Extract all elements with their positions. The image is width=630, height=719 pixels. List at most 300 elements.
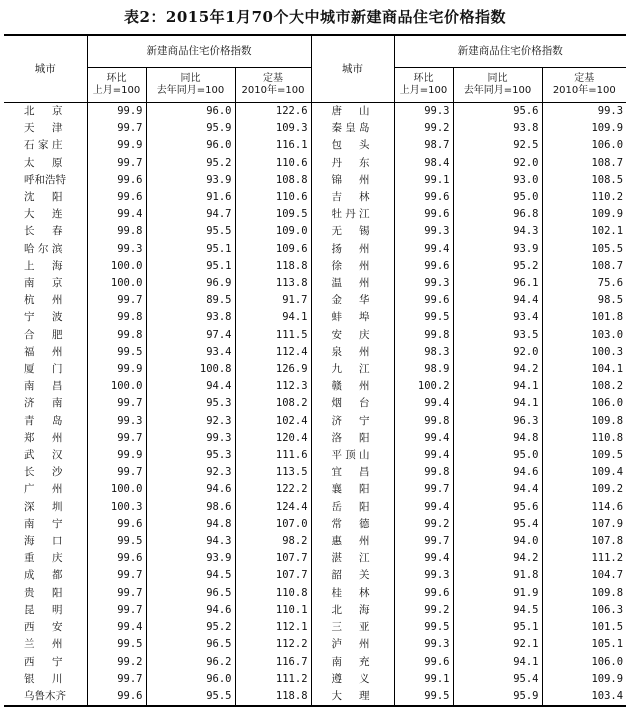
price-index-table <box>4 34 626 707</box>
mom-value-right: 98.4 <box>394 155 453 172</box>
base-value-right: 108.7 <box>542 258 626 275</box>
table-title: 表2：2015年1月70个大中城市新建商品住宅价格指数 <box>124 8 506 26</box>
base-value-left: 118.8 <box>235 258 311 275</box>
yoy-sub: 去年同月=100 <box>156 85 225 96</box>
yoy-value-left: 94.6 <box>146 602 235 619</box>
base-value-right: 109.9 <box>542 120 626 137</box>
yoy-value-right: 95.2 <box>453 258 542 275</box>
yoy-value-right: 91.9 <box>453 585 542 602</box>
city-name-right: 金 华 <box>311 292 394 309</box>
index-group-header-right: 新建商品住宅价格指数 <box>394 35 626 68</box>
base-value-right: 110.8 <box>542 430 626 447</box>
city-name-left: 重 庆 <box>24 552 63 565</box>
base-value-left: 110.1 <box>235 602 311 619</box>
mom-value-right: 98.3 <box>394 344 453 361</box>
base-value-left: 118.8 <box>235 688 311 706</box>
base-label: 定基 <box>574 73 595 84</box>
city-name-right: 大 理 <box>311 688 394 706</box>
base-value-right: 109.4 <box>542 464 626 481</box>
mom-value-left: 99.6 <box>87 550 146 567</box>
mom-value-right: 99.4 <box>394 241 453 258</box>
base-value-left: 109.0 <box>235 223 311 240</box>
city-name-left: 天 津 <box>24 122 63 135</box>
base-value-left: 116.1 <box>235 137 311 154</box>
yoy-value-right: 93.9 <box>453 241 542 258</box>
city-name-right: 包 头 <box>311 137 394 154</box>
base-value-left: 110.6 <box>235 155 311 172</box>
city-name-right: 扬 州 <box>311 241 394 258</box>
mom-value-left: 99.2 <box>87 654 146 671</box>
mom-value-left: 99.4 <box>87 619 146 636</box>
yoy-value-right: 94.4 <box>453 481 542 498</box>
base-value-right: 110.2 <box>542 189 626 206</box>
city-name-right: 常 德 <box>311 516 394 533</box>
yoy-value-left: 95.3 <box>146 447 235 464</box>
city-name-left: 太 原 <box>24 156 63 169</box>
base-value-right: 103.0 <box>542 327 626 344</box>
yoy-value-left: 96.0 <box>146 137 235 154</box>
base-value-left: 102.4 <box>235 413 311 430</box>
table-row <box>4 671 626 688</box>
mom-value-left: 99.8 <box>87 327 146 344</box>
table-row <box>4 241 626 258</box>
base-value-right: 99.3 <box>542 103 626 121</box>
base-value-left: 122.6 <box>235 103 311 121</box>
yoy-value-left: 94.7 <box>146 206 235 223</box>
base-value-right: 106.0 <box>542 395 626 412</box>
city-name-left: 石家庄 <box>24 139 63 152</box>
yoy-value-right: 95.4 <box>453 671 542 688</box>
yoy-value-right: 93.5 <box>453 327 542 344</box>
base-value-right: 106.3 <box>542 602 626 619</box>
mom-value-left: 99.7 <box>87 395 146 412</box>
city-name-right: 九 江 <box>311 361 394 378</box>
base-value-right: 105.5 <box>542 241 626 258</box>
city-name-right: 湛 江 <box>311 550 394 567</box>
city-name-left: 乌鲁木齐 <box>4 688 87 706</box>
yoy-value-right: 92.0 <box>453 344 542 361</box>
city-name-left: 济 南 <box>24 397 63 410</box>
yoy-value-left: 95.5 <box>146 223 235 240</box>
base-value-left: 112.2 <box>235 636 311 653</box>
mom-value-right: 99.7 <box>394 481 453 498</box>
table-row <box>4 567 626 584</box>
base-value-left: 111.6 <box>235 447 311 464</box>
table-row <box>4 619 626 636</box>
mom-value-right: 99.4 <box>394 499 453 516</box>
base-value-left: 116.7 <box>235 654 311 671</box>
city-name-left: 深 圳 <box>24 500 63 513</box>
table-row <box>4 189 626 206</box>
city-name-right: 北 海 <box>311 602 394 619</box>
city-name-right: 秦皇岛 <box>311 120 394 137</box>
table-row <box>4 654 626 671</box>
base-value-left: 107.7 <box>235 567 311 584</box>
yoy-value-left: 94.4 <box>146 378 235 395</box>
table-row <box>4 533 626 550</box>
city-name-left: 上 海 <box>24 259 63 272</box>
table-body <box>4 103 626 707</box>
city-name-left: 昆 明 <box>24 603 63 616</box>
mom-value-right: 99.4 <box>394 430 453 447</box>
mom-value-right: 99.2 <box>394 120 453 137</box>
mom-value-left: 99.5 <box>87 533 146 550</box>
table-row <box>4 378 626 395</box>
city-name-left: 兰 州 <box>24 638 63 651</box>
city-name-right: 温 州 <box>311 275 394 292</box>
yoy-value-right: 96.1 <box>453 275 542 292</box>
mom-value-right: 99.2 <box>394 516 453 533</box>
yoy-value-left: 94.3 <box>146 533 235 550</box>
city-name-right: 吉 林 <box>311 189 394 206</box>
yoy-value-left: 93.4 <box>146 344 235 361</box>
yoy-sub: 去年同月=100 <box>463 85 532 96</box>
yoy-value-right: 94.1 <box>453 654 542 671</box>
city-name-left: 南 京 <box>24 277 63 290</box>
mom-value-right: 99.6 <box>394 206 453 223</box>
city-name-left: 大 连 <box>24 208 63 221</box>
mom-value-right: 99.6 <box>394 189 453 206</box>
base-value-right: 107.8 <box>542 533 626 550</box>
yoy-value-right: 94.5 <box>453 602 542 619</box>
table-row <box>4 550 626 567</box>
city-name-right: 三 亚 <box>311 619 394 636</box>
mom-value-right: 98.7 <box>394 137 453 154</box>
mom-value-right: 99.4 <box>394 395 453 412</box>
mom-sub: 上月=100 <box>399 85 448 96</box>
mom-value-right: 99.3 <box>394 636 453 653</box>
city-name-right: 烟 台 <box>311 395 394 412</box>
table-row <box>4 258 626 275</box>
table-row <box>4 206 626 223</box>
yoy-label: 同比 <box>180 73 201 84</box>
base-sub: 2010年=100 <box>552 85 616 96</box>
index-group-header-left: 新建商品住宅价格指数 <box>87 35 311 68</box>
base-value-right: 104.7 <box>542 567 626 584</box>
base-value-right: 104.1 <box>542 361 626 378</box>
yoy-value-left: 96.5 <box>146 636 235 653</box>
mom-value-left: 99.6 <box>87 688 146 706</box>
table-row <box>4 344 626 361</box>
base-value-right: 100.3 <box>542 344 626 361</box>
table-row <box>4 688 626 706</box>
mom-value-right: 99.6 <box>394 292 453 309</box>
base-value-left: 109.3 <box>235 120 311 137</box>
table-row <box>4 137 626 154</box>
yoy-value-right: 94.1 <box>453 395 542 412</box>
base-label: 定基 <box>263 73 283 84</box>
mom-value-left: 99.8 <box>87 223 146 240</box>
yoy-value-right: 94.1 <box>453 378 542 395</box>
yoy-value-left: 96.2 <box>146 654 235 671</box>
table-row <box>4 447 626 464</box>
base-value-right: 109.9 <box>542 671 626 688</box>
base-value-left: 107.0 <box>235 516 311 533</box>
base-value-right: 102.1 <box>542 223 626 240</box>
city-name-left: 青 岛 <box>24 414 63 427</box>
yoy-value-right: 94.6 <box>453 464 542 481</box>
city-name-right: 唐 山 <box>311 103 394 121</box>
yoy-header-right <box>453 68 542 103</box>
yoy-value-right: 96.3 <box>453 413 542 430</box>
base-value-left: 108.2 <box>235 395 311 412</box>
base-value-right: 109.2 <box>542 481 626 498</box>
base-value-left: 113.8 <box>235 275 311 292</box>
yoy-value-right: 95.0 <box>453 189 542 206</box>
city-name-right: 南 充 <box>311 654 394 671</box>
mom-header-right <box>394 68 453 103</box>
mom-value-right: 99.6 <box>394 654 453 671</box>
yoy-value-right: 95.6 <box>453 499 542 516</box>
yoy-value-left: 91.6 <box>146 189 235 206</box>
base-value-right: 103.4 <box>542 688 626 706</box>
table-row <box>4 275 626 292</box>
yoy-value-left: 93.9 <box>146 172 235 189</box>
table-row <box>4 361 626 378</box>
mom-value-left: 99.8 <box>87 309 146 326</box>
yoy-value-right: 93.0 <box>453 172 542 189</box>
table-row <box>4 120 626 137</box>
yoy-value-right: 94.2 <box>453 550 542 567</box>
table-row <box>4 172 626 189</box>
base-value-left: 107.7 <box>235 550 311 567</box>
mom-value-right: 99.8 <box>394 413 453 430</box>
city-name-left: 厦 门 <box>24 363 63 376</box>
city-name-left: 哈尔滨 <box>24 242 63 255</box>
yoy-value-left: 93.9 <box>146 550 235 567</box>
base-value-right: 101.5 <box>542 619 626 636</box>
yoy-value-left: 95.2 <box>146 619 235 636</box>
base-value-left: 112.4 <box>235 344 311 361</box>
base-value-right: 106.0 <box>542 137 626 154</box>
city-name-left: 南 昌 <box>24 380 63 393</box>
base-value-left: 124.4 <box>235 499 311 516</box>
yoy-value-left: 96.0 <box>146 103 235 121</box>
base-value-left: 91.7 <box>235 292 311 309</box>
yoy-value-right: 94.4 <box>453 292 542 309</box>
city-name-left: 长 春 <box>24 225 63 238</box>
city-name-left: 福 州 <box>24 345 63 358</box>
table-row <box>4 395 626 412</box>
yoy-value-left: 95.3 <box>146 395 235 412</box>
mom-value-left: 100.3 <box>87 499 146 516</box>
city-name-right: 洛 阳 <box>311 430 394 447</box>
mom-value-right: 99.6 <box>394 258 453 275</box>
yoy-value-right: 94.0 <box>453 533 542 550</box>
mom-value-right: 99.3 <box>394 103 453 121</box>
city-name-left: 沈 阳 <box>24 191 63 204</box>
mom-value-left: 99.7 <box>87 292 146 309</box>
table-row <box>4 585 626 602</box>
base-value-right: 107.9 <box>542 516 626 533</box>
mom-value-right: 99.6 <box>394 585 453 602</box>
yoy-value-right: 93.8 <box>453 120 542 137</box>
mom-value-left: 99.7 <box>87 585 146 602</box>
yoy-value-right: 95.9 <box>453 688 542 706</box>
city-name-left: 西 安 <box>24 621 63 634</box>
base-value-right: 108.2 <box>542 378 626 395</box>
mom-label: 环比 <box>413 73 434 84</box>
yoy-value-left: 97.4 <box>146 327 235 344</box>
table-row <box>4 223 626 240</box>
base-value-right: 109.5 <box>542 447 626 464</box>
base-value-left: 94.1 <box>235 309 311 326</box>
mom-value-right: 99.5 <box>394 309 453 326</box>
table-row <box>4 327 626 344</box>
base-value-left: 122.2 <box>235 481 311 498</box>
mom-value-right: 99.4 <box>394 447 453 464</box>
city-name-left: 成 都 <box>24 569 63 582</box>
yoy-value-left: 96.9 <box>146 275 235 292</box>
base-value-right: 75.6 <box>542 275 626 292</box>
mom-value-left: 99.5 <box>87 636 146 653</box>
city-name-left: 南 宁 <box>24 517 63 530</box>
mom-value-left: 99.7 <box>87 602 146 619</box>
city-header-left: 城市 <box>4 35 87 103</box>
yoy-header-left <box>146 68 235 103</box>
mom-value-right: 99.3 <box>394 275 453 292</box>
city-name-left: 北 京 <box>24 105 63 117</box>
table-row <box>4 499 626 516</box>
table-row <box>4 413 626 430</box>
city-name-right: 济 宁 <box>311 413 394 430</box>
mom-value-right: 99.3 <box>394 223 453 240</box>
base-value-left: 111.5 <box>235 327 311 344</box>
yoy-value-right: 92.5 <box>453 137 542 154</box>
mom-value-right: 99.5 <box>394 688 453 706</box>
yoy-value-right: 94.3 <box>453 223 542 240</box>
city-name-right: 遵 义 <box>311 671 394 688</box>
yoy-value-right: 96.8 <box>453 206 542 223</box>
city-name-right: 无 锡 <box>311 223 394 240</box>
base-value-right: 106.0 <box>542 654 626 671</box>
mom-value-left: 99.3 <box>87 413 146 430</box>
base-value-left: 111.2 <box>235 671 311 688</box>
city-name-right: 惠 州 <box>311 533 394 550</box>
base-value-right: 98.5 <box>542 292 626 309</box>
city-name-left: 武 汉 <box>24 449 63 462</box>
table-row <box>4 155 626 172</box>
city-name-right: 牡丹江 <box>311 206 394 223</box>
city-name-right: 岳 阳 <box>311 499 394 516</box>
mom-label: 环比 <box>106 73 127 84</box>
yoy-value-left: 96.0 <box>146 671 235 688</box>
mom-value-left: 99.9 <box>87 361 146 378</box>
table-row <box>4 430 626 447</box>
yoy-value-right: 95.4 <box>453 516 542 533</box>
yoy-value-left: 100.8 <box>146 361 235 378</box>
mom-value-left: 99.6 <box>87 172 146 189</box>
table-row <box>4 464 626 481</box>
city-header-right: 城市 <box>311 35 394 103</box>
yoy-value-right: 95.1 <box>453 619 542 636</box>
mom-value-left: 99.7 <box>87 120 146 137</box>
base-value-left: 113.5 <box>235 464 311 481</box>
base-value-left: 126.9 <box>235 361 311 378</box>
city-name-right: 泸 州 <box>311 636 394 653</box>
yoy-value-right: 94.2 <box>453 361 542 378</box>
city-name-left: 郑 州 <box>24 431 63 444</box>
yoy-value-right: 92.0 <box>453 155 542 172</box>
base-header-right <box>542 68 626 103</box>
city-name-right: 桂 林 <box>311 585 394 602</box>
base-value-right: 111.2 <box>542 550 626 567</box>
base-value-right: 114.6 <box>542 499 626 516</box>
yoy-value-right: 95.0 <box>453 447 542 464</box>
mom-value-right: 99.1 <box>394 671 453 688</box>
mom-value-left: 100.0 <box>87 481 146 498</box>
mom-value-left: 100.0 <box>87 258 146 275</box>
mom-value-right: 99.5 <box>394 619 453 636</box>
city-name-right: 徐 州 <box>311 258 394 275</box>
mom-value-left: 99.7 <box>87 671 146 688</box>
table-row <box>4 481 626 498</box>
mom-value-right: 99.3 <box>394 567 453 584</box>
mom-sub: 上月=100 <box>92 85 141 96</box>
yoy-value-right: 91.8 <box>453 567 542 584</box>
base-value-left: 109.5 <box>235 206 311 223</box>
base-value-left: 98.2 <box>235 533 311 550</box>
city-name-left: 合 肥 <box>24 328 63 341</box>
yoy-value-right: 95.6 <box>453 103 542 121</box>
mom-value-right: 99.2 <box>394 602 453 619</box>
city-name-left: 呼和浩特 <box>24 173 66 186</box>
mom-value-left: 99.9 <box>87 103 146 121</box>
mom-value-left: 99.7 <box>87 430 146 447</box>
mom-value-left: 100.0 <box>87 378 146 395</box>
mom-value-left: 99.9 <box>87 447 146 464</box>
yoy-value-left: 92.3 <box>146 464 235 481</box>
yoy-value-left: 94.5 <box>146 567 235 584</box>
base-value-right: 109.8 <box>542 413 626 430</box>
mom-value-left: 99.6 <box>87 516 146 533</box>
yoy-value-left: 95.1 <box>146 258 235 275</box>
base-value-left: 109.6 <box>235 241 311 258</box>
table-row <box>4 103 626 121</box>
table-row <box>4 309 626 326</box>
city-name-left: 长 沙 <box>24 466 63 479</box>
yoy-value-left: 99.3 <box>146 430 235 447</box>
city-name-right: 蚌 埠 <box>311 309 394 326</box>
city-name-right: 丹 东 <box>311 155 394 172</box>
city-name-right: 襄 阳 <box>311 481 394 498</box>
mom-value-right: 99.8 <box>394 327 453 344</box>
base-header-left <box>235 68 311 103</box>
city-name-right: 平顶山 <box>311 447 394 464</box>
mom-value-left: 99.7 <box>87 464 146 481</box>
mom-value-left: 100.0 <box>87 275 146 292</box>
city-name-left: 宁 波 <box>24 311 63 324</box>
table-row <box>4 292 626 309</box>
table-row <box>4 516 626 533</box>
mom-value-left: 99.9 <box>87 137 146 154</box>
mom-value-left: 99.6 <box>87 189 146 206</box>
yoy-value-left: 95.9 <box>146 120 235 137</box>
city-name-left: 海 口 <box>24 535 63 548</box>
mom-value-left: 99.3 <box>87 241 146 258</box>
base-value-right: 109.9 <box>542 206 626 223</box>
city-name-left: 广 州 <box>24 483 63 496</box>
city-name-left: 贵 阳 <box>24 586 63 599</box>
yoy-value-right: 92.1 <box>453 636 542 653</box>
base-value-right: 108.5 <box>542 172 626 189</box>
mom-value-right: 100.2 <box>394 378 453 395</box>
mom-value-right: 99.1 <box>394 172 453 189</box>
city-name-right: 韶 关 <box>311 567 394 584</box>
table-row <box>4 636 626 653</box>
base-value-left: 108.8 <box>235 172 311 189</box>
mom-value-right: 98.9 <box>394 361 453 378</box>
